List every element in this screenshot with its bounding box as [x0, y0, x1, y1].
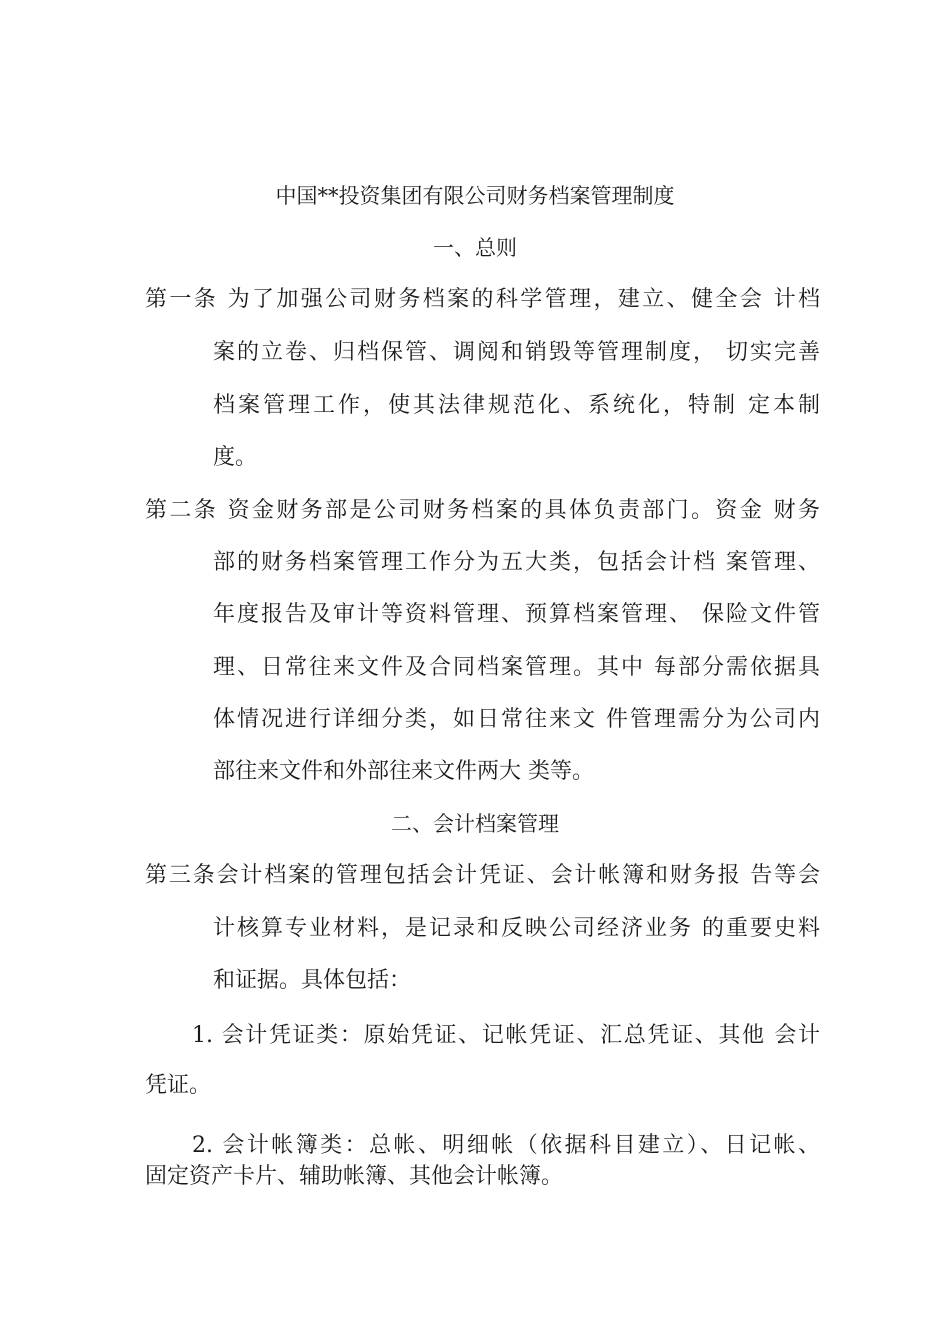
paragraph-line: 第三条会计档案的管理包括会计凭证、会计帐簿和财务报 告等会	[145, 863, 820, 888]
paragraph-line: 年度报告及审计等资料管理、预算档案管理、 保险文件管	[213, 602, 820, 627]
paragraph-line: 度。	[213, 445, 258, 470]
section-heading-accounting: 二、会计档案管理	[391, 812, 559, 836]
paragraph-line: 第二条 资金财务部是公司财务档案的具体负责部门。资金 财务	[145, 498, 820, 523]
list-item-line: 凭证。	[145, 1073, 212, 1098]
list-item-line: 2. 会计帐簿类：总帐、明细帐（依据科目建立）、日记帐、	[192, 1133, 820, 1158]
paragraph-line: 计核算专业材料，是记录和反映公司经济业务 的重要史料	[213, 916, 820, 941]
paragraph-line: 部的财务档案管理工作分为五大类，包括会计档 案管理、	[213, 550, 820, 575]
list-item-line: 固定资产卡片、辅助帐簿、其他会计帐簿。	[145, 1164, 564, 1189]
paragraph-line: 和证据。具体包括：	[213, 968, 412, 993]
paragraph-line: 体情况进行详细分类，如日常往来文 件管理需分为公司内	[213, 707, 820, 732]
list-item-line: 1. 会计凭证类：原始凭证、记帐凭证、汇总凭证、其他 会计	[192, 1023, 820, 1048]
section-heading-general: 一、总则	[433, 236, 517, 260]
paragraph-line: 案的立卷、归档保管、调阅和销毁等管理制度， 切实完善	[213, 340, 820, 365]
paragraph-line: 第一条 为了加强公司财务档案的科学管理，建立、健全会 计档	[145, 287, 820, 312]
document-title: 中国**投资集团有限公司财务档案管理制度	[275, 184, 675, 208]
paragraph-line: 理、日常往来文件及合同档案管理。其中 每部分需依据具	[213, 655, 820, 680]
paragraph-line: 档案管理工作，使其法律规范化、系统化，特制 定本制	[213, 393, 820, 418]
paragraph-line: 部往来文件和外部往来文件两大 类等。	[213, 759, 594, 784]
